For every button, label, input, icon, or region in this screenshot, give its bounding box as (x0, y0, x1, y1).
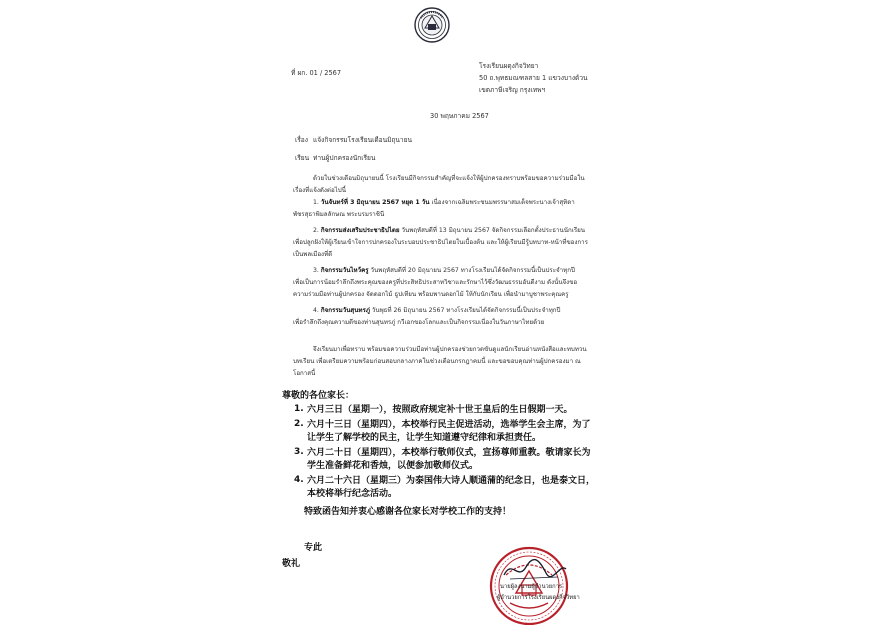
signature-icon (500, 555, 570, 583)
chinese-item-number: 3. (294, 447, 304, 457)
document-number: ที่ ผก. 01 / 2567 (291, 69, 342, 77)
thai-item-2-line3: เป็นพลเมืองที่ดี (293, 251, 333, 258)
thai-item-4-line2: เพื่อรำลึกถึงคุณความดีของท่านสุนทรภู่ กวีเอกของโลกและเป็นกิจกรรมเนื่องในวันภาษาไทยด้วย (293, 319, 545, 326)
thai-closing-line2: บทเรียน เพื่อเตรียมความพร้อมก่อนสอบกลางภาคในช่วงเดือนกรกฎาคมนี้ และขอขอบคุณท่านผู้ปกครองมา ณ (293, 358, 581, 365)
thai-item-heading: กิจกรรมส่งเสริมประชาธิปไตย (320, 227, 400, 234)
recipient-label: เรียน (295, 154, 310, 162)
chinese-item-3-line2: 学生准备鲜花和香烛，以便参加敬师仪式。 (307, 461, 479, 471)
thai-item-number: 2. (313, 227, 319, 234)
chinese-item-4-line2: 本校将举行纪念活动。 (307, 489, 398, 499)
thai-item-number: 1. (313, 199, 319, 206)
thai-item-text: วันพฤหัสบดีที่ 13 มิถุนายน 2567 จัดกิจกรรมเลือกตั้งประธานนักเรียน (401, 227, 586, 234)
school-address-line1: 50 ถ.พุทธมณฑลสาย 1 แขวงบางด้วน (479, 74, 588, 82)
sign-off-1: 专此 (304, 543, 323, 553)
thai-item-text: วันพฤหัสบดีที่ 20 มิถุนายน 2567 ทางโรงเรียนได้จัดกิจกรรมนี้เป็นประจำทุกปี (370, 267, 575, 274)
chinese-item-2-line2: 让学生了解学校的民主，让学生知道遵守纪律和承担责任。 (307, 433, 542, 443)
chinese-item-number: 4. (294, 475, 304, 485)
signer-name: นายผู้ลงนามผู้อำนวยการ (500, 584, 563, 590)
chinese-item-3-line1: 六月二十日（星期四），本校举行敬师仪式，宣扬尊师重教。敬请家长为 (307, 448, 591, 458)
thai-intro-line2: เรื่องที่แจ้งดังต่อไปนี้ (293, 187, 346, 194)
thai-intro-line1: ด้วยในช่วงเดือนมิถุนายนนี้ โรงเรียนมีกิจกรรมสำคัญที่จะแจ้งให้ผู้ปกครองทราบพร้อมขอความร่วมมือใน (313, 175, 585, 182)
school-seal-icon (413, 6, 451, 44)
thai-closing-line3: โอกาสนี้ (293, 370, 316, 377)
sign-off-2: 敬礼 (282, 559, 301, 569)
thai-item-heading: กิจกรรมวันไหว้ครู (320, 267, 369, 274)
chinese-item-number: 1. (294, 404, 304, 414)
subject-label: เรื่อง (295, 136, 308, 144)
thai-item-heading: กิจกรรมวันสุนทรภู่ (320, 307, 370, 314)
thai-item-4 (313, 306, 560, 315)
thai-item-2 (313, 226, 585, 235)
chinese-item-4-line1: 六月二十六日（星期三）为泰国伟大诗人顺通蒲的纪念日，也是泰文日， (307, 476, 596, 486)
thai-closing-line1: จึงเรียนมาเพื่อทราบ พร้อมขอความร่วมมือท่านผู้ปกครองช่วยกวดขันดูแลนักเรียนอ่านหนังสือและทบทวน (313, 346, 587, 353)
thai-item-text: เนื่องจากเฉลิมพระชนมพรรษาสมเด็จพระนางเจ้าสุทิดา (431, 199, 575, 206)
chinese-item-number: 2. (294, 419, 304, 429)
thai-item-3 (313, 266, 575, 275)
thai-item-number: 3. (313, 267, 319, 274)
signer-title: ผู้อำนวยการโรงเรียนผดุงกิจวิทยา (497, 595, 580, 601)
thai-item-text: วันพุธที่ 26 มิถุนายน 2567 ทางโรงเรียนได้จัดกิจกรรมนี้เป็นประจำทุกปี (371, 307, 561, 314)
chinese-greeting: 尊敬的各位家长： (282, 391, 355, 401)
thai-item-2-line2: เพื่อปลูกฝังให้ผู้เรียนเข้าใจการปกครองในระบอบประชาธิปไตยในเบื้องต้น และให้ผู้เรียนมีรู้บทบาท-หน้าที่ของการ (293, 239, 588, 246)
thai-item-3-line2: เพื่อเป็นการน้อมรำลึกถึงพระคุณของครูที่ประสิทธิประสาทวิชาและรักษาไว้ซึ่งวัฒนธรรมอันดีงาม ดังนั้นจึงขอ (293, 279, 578, 286)
thai-item-1-line2: พัชรสุธาพิมลลักษณ พระบรมราชินี (293, 211, 385, 218)
thai-item-3-line3: ความร่วมมือท่านผู้ปกครอง จัดดอกไม้ ธูปเทียน พร้อมพานดอกไม้ ให้กับนักเรียน เพื่อนำมาบูชาพระคุณครู (293, 291, 569, 298)
chinese-item-2-line1: 六月十三日（星期四），本校举行民主促进活动，选举学生会主席，为了 (307, 420, 591, 430)
thai-item-number: 4. (313, 307, 319, 314)
school-name: โรงเรียนผดุงกิจวิทยา (479, 62, 539, 70)
school-address-line2: เขตภาษีเจริญ กรุงเทพฯ (479, 86, 546, 94)
subject-text: แจ้งกิจกรรมโรงเรียนเดือนมิถุนายน (313, 136, 413, 144)
letter-date: 30 พฤษภาคม 2567 (430, 112, 489, 120)
thai-item-1 (313, 198, 575, 207)
thai-item-heading: วันจันทร์ที่ 3 มิถุนายน 2567 หยุด 1 วัน (320, 199, 430, 206)
recipient-text: ท่านผู้ปกครองนักเรียน (313, 154, 376, 162)
chinese-closing: 特致函告知并衷心感谢各位家长对学校工作的支持！ (304, 507, 512, 517)
chinese-item-1-line1: 六月三日（星期一），按照政府规定补十世王皇后的生日假期一天。 (307, 405, 573, 415)
